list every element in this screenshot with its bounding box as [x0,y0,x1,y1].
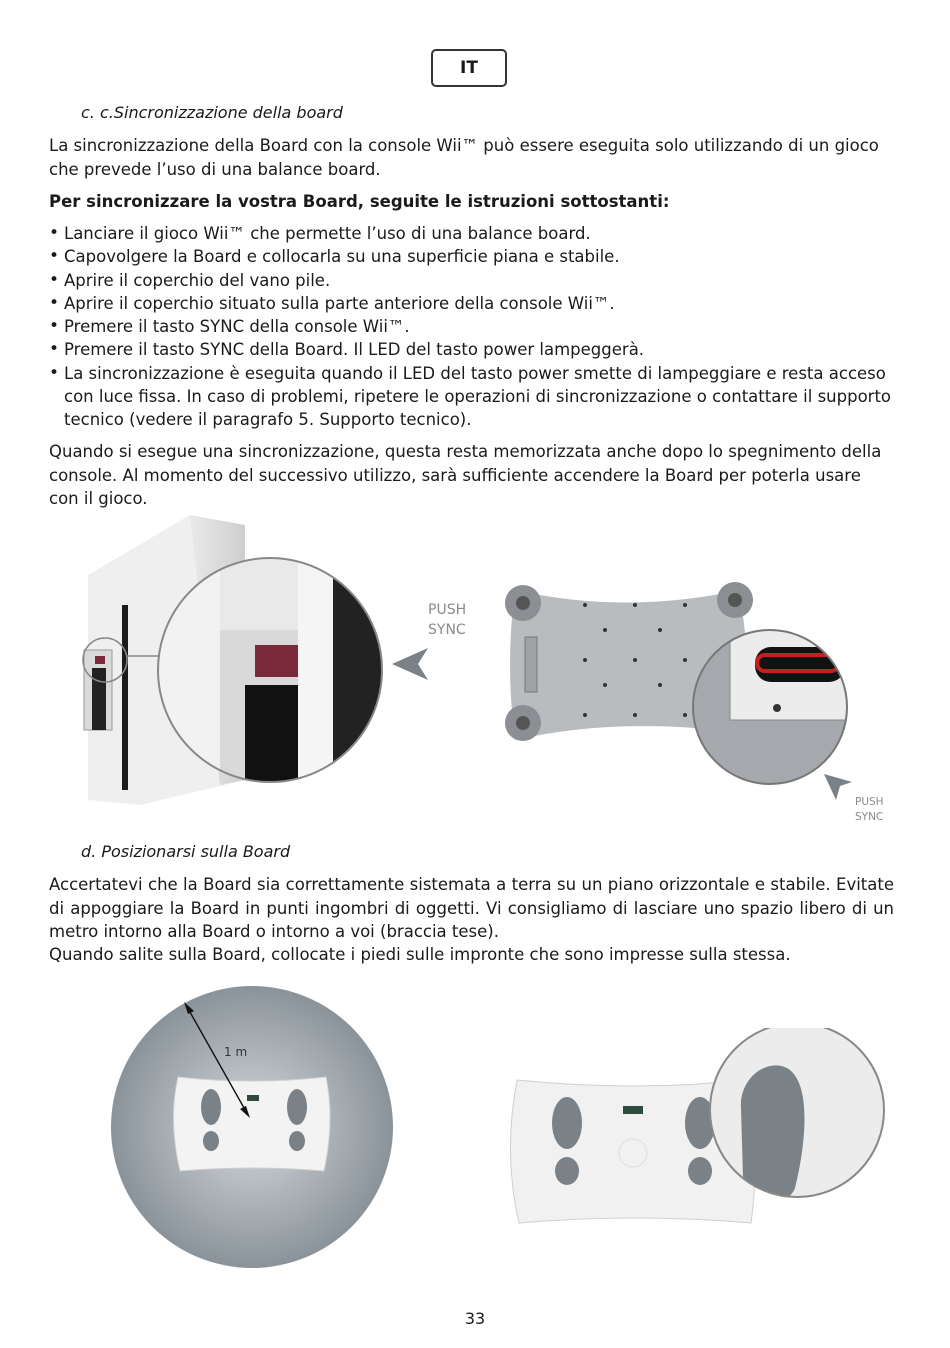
list-item: • Premere il tasto SYNC della Board. Il LED del tasto power lampeggerà. [49,338,899,361]
push-label-text: PUSH [855,796,884,808]
instructions-title: Per sincronizzare la vostra Board, seguite le istruzioni sottostanti: [49,192,670,211]
arrow-left-icon [392,648,432,680]
sync-label-text: SYNC [428,622,466,638]
arrow-up-left-icon [824,774,854,804]
page-number: 33 [464,1309,486,1328]
push-sync-label [428,600,466,640]
sync-label-text: SYNC [855,811,884,823]
push-sync-small-label [855,795,884,825]
list-item: • Lanciare il gioco Wii™ che permette l’uso di una balance board. [49,222,899,245]
sync-steps-list [49,222,899,432]
wii-console-image [70,510,390,810]
distance-label: 1 m [224,1045,248,1059]
board-clearance-image [110,985,395,1270]
list-item: • Capovolgere la Board e collocarla su una superficie piana e stabile. [49,245,899,268]
list-item: • Aprire il coperchio situato sulla parte anteriore della console Wii™. [49,292,899,315]
section-d-body: Accertatevi che la Board sia correttamente sistemata a terra su un piano orizzontale e stabile. Evitate di appoggiare la Board in punti ingombri di oggetti. Vi consigliamo di lasciare uno spazio libero di un metro intorno alla Board o intorno a voi (braccia tese). [49,875,894,941]
section-c-intro: La sincronizzazione della Board con la console Wii™ può essere eseguita solo utilizzando di un gioco che prevede l’uso di una balance board. [49,136,879,179]
push-label-text: PUSH [428,602,467,618]
section-d-body-2: Quando salite sulla Board, collocate i piedi sulle impronte che sono impresse sulla stessa. [49,945,791,964]
list-item: • Premere il tasto SYNC della console Wii™. [49,315,899,338]
list-item: • Aprire il coperchio del vano pile. [49,269,899,292]
section-d-title: d. Posizionarsi sulla Board [81,842,291,861]
language-badge: IT [431,49,507,87]
list-item: • La sincronizzazione è eseguita quando il LED del tasto power smette di lampeggiare e resta acceso con luce fissa. In caso di problemi, ripetere le operazioni di sincronizzazione o contattare il supporto tecnico (vedere il paragrafo 5. Supporto tecnico). [49,362,899,432]
board-underside-image [495,575,855,790]
board-top-image [505,1028,885,1228]
section-c-outro: Quando si esegue una sincronizzazione, questa resta memorizzata anche dopo lo spegnimento della console. Al momento del successivo utilizzo, sarà sufficiente accendere la Board per poterla usare con il gioco. [49,442,882,508]
section-c-title: c. c.Sincronizzazione della board [81,103,343,122]
